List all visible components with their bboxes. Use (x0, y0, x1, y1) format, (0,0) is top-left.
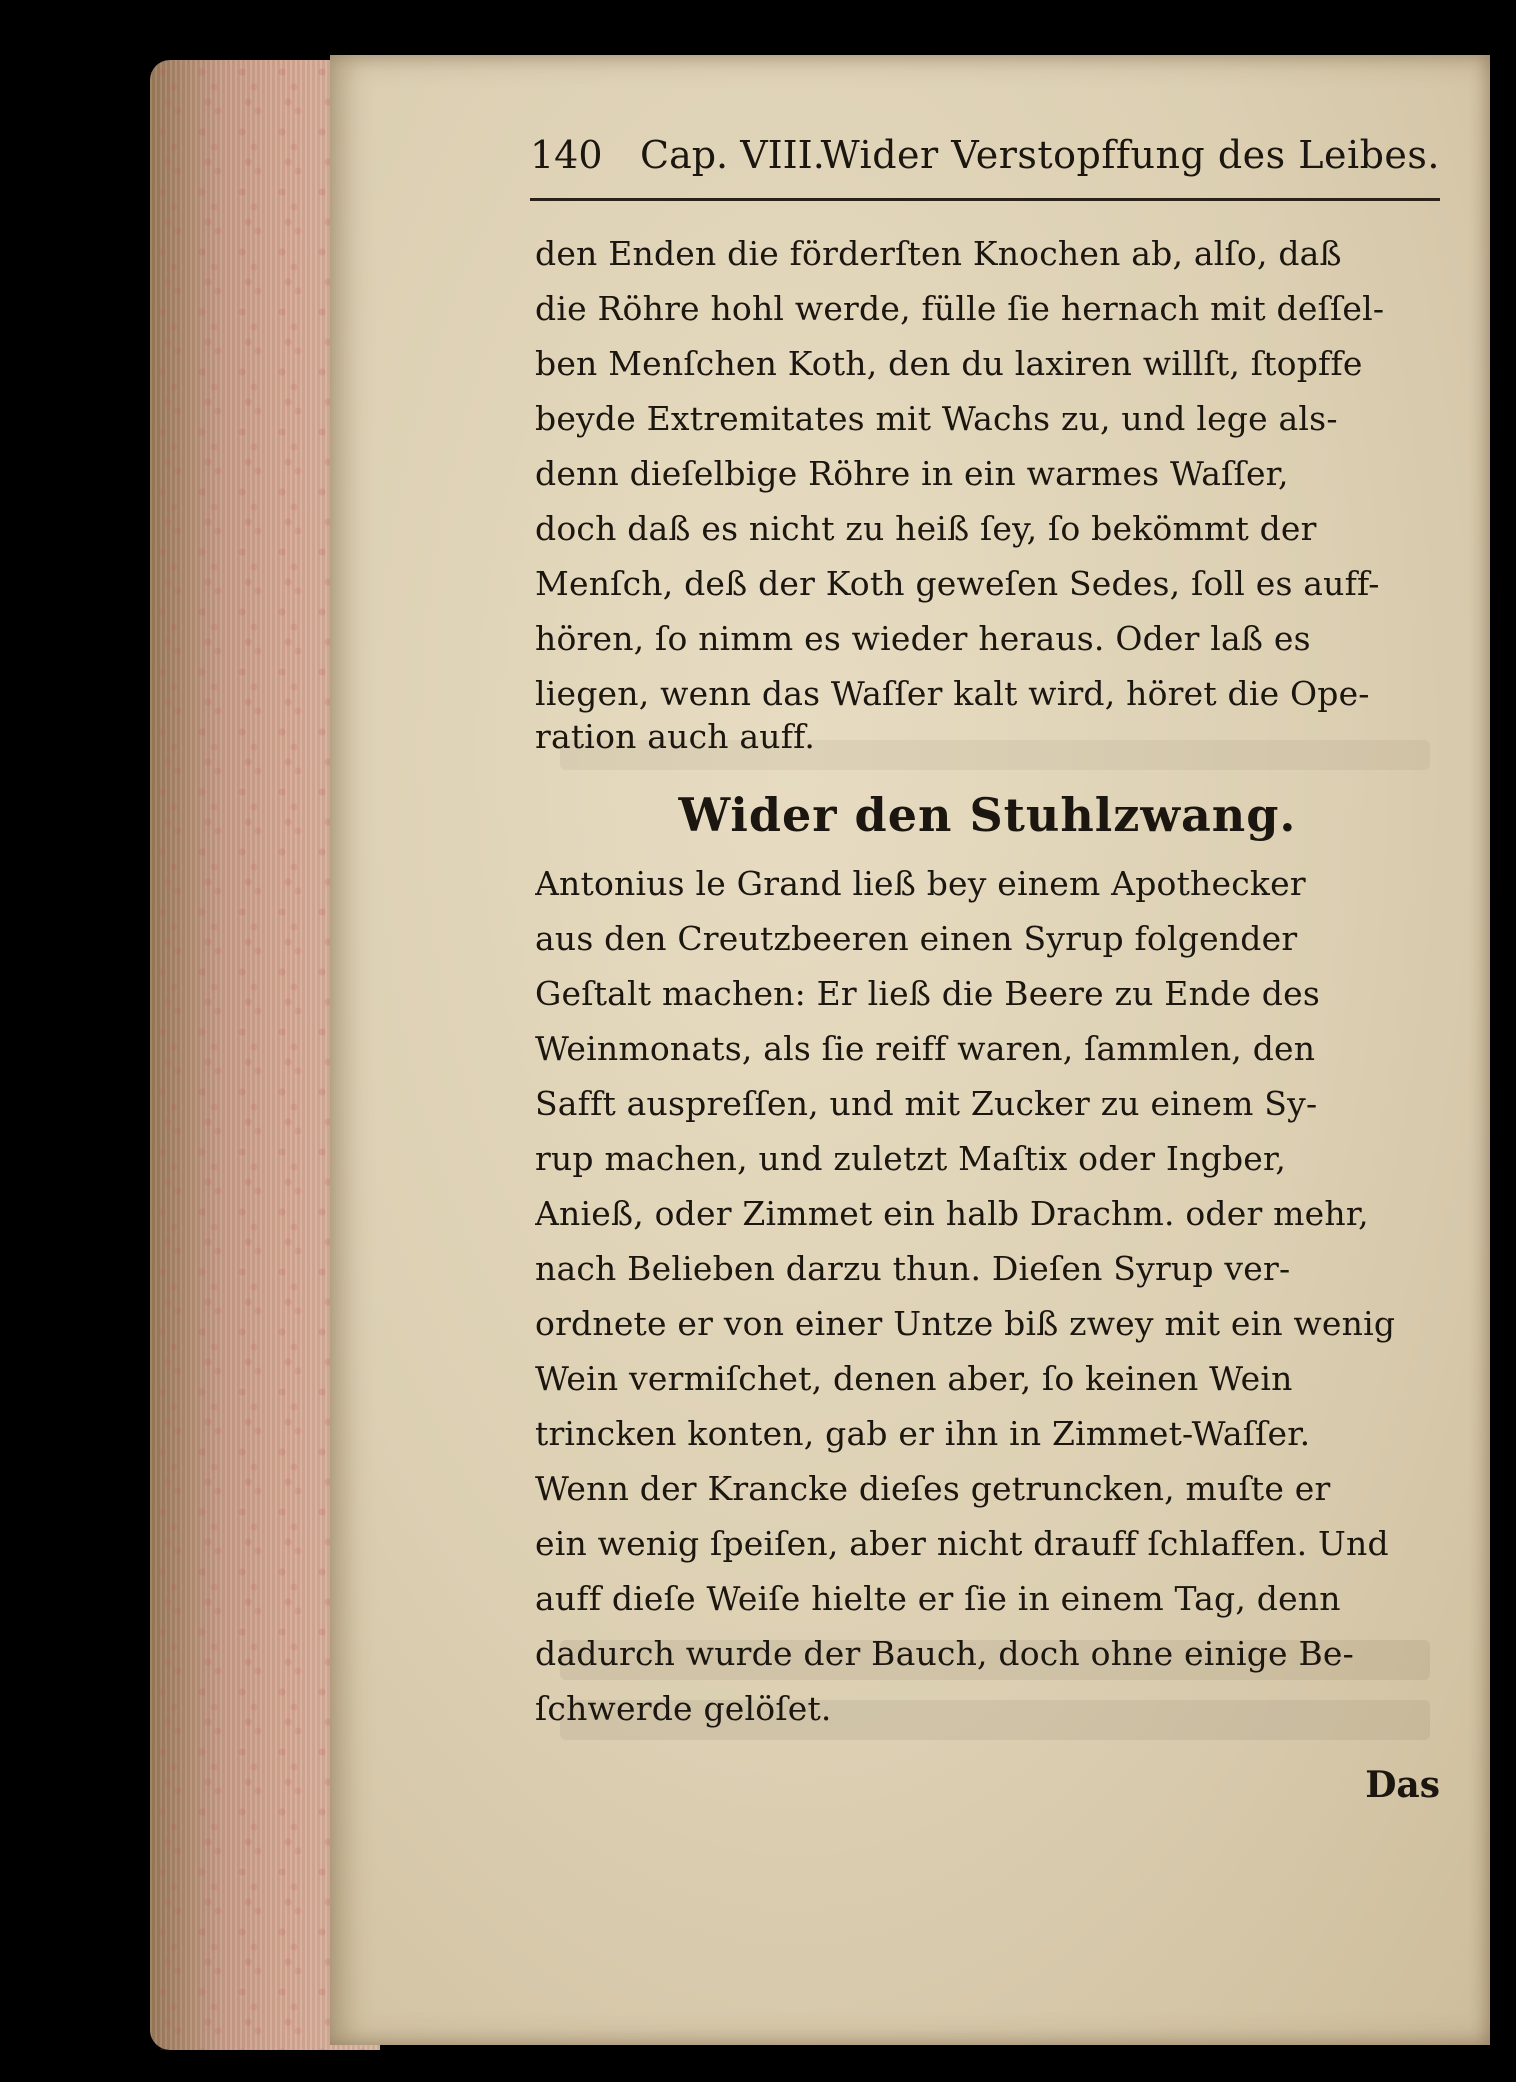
body-line: doch daß es nicht zu heiß ſey, ſo bekömmt der (535, 509, 1317, 548)
section-line: nach Belieben darzu thun. Dieſen Syrup ver- (535, 1249, 1291, 1288)
body-line: liegen, wenn das Waſſer kalt wird, höret die Ope- (535, 674, 1370, 713)
body-line: denn dieſelbige Röhre in ein warmes Waſſer, (535, 454, 1289, 493)
section-line: trincken konten, gab er ihn in Zimmet-Waſſer. (535, 1414, 1311, 1453)
section-line: Wenn der Krancke dieſes getruncken, muſte er (535, 1469, 1331, 1508)
section-line: ordnete er von einer Untze biß zwey mit ein wenig (535, 1304, 1396, 1343)
section-line: Wein vermiſchet, denen aber, ſo keinen Wein (535, 1359, 1293, 1398)
section-line: aus den Creutzbeeren einen Syrup folgender (535, 919, 1298, 958)
section-line: Weinmonats, als ſie reiff waren, ſammlen, den (535, 1029, 1316, 1068)
section-line: auff dieſe Weiſe hielte er ſie in einem Tag, denn (535, 1579, 1341, 1618)
body-line: Menſch, deß der Koth geweſen Sedes, ſoll es auff- (535, 564, 1380, 603)
page-header (530, 130, 1440, 180)
section-line: Safft auspreſſen, und mit Zucker zu einem Sy- (535, 1084, 1318, 1123)
section-line: dadurch wurde der Bauch, doch ohne einige Be- (535, 1634, 1354, 1673)
section-line: ein wenig ſpeiſen, aber nicht drauff ſchlaffen. Und (535, 1524, 1389, 1563)
section-line: Anieß, oder Zimmet ein halb Drachm. oder mehr, (535, 1194, 1369, 1233)
header-rule (530, 198, 1440, 201)
section-line: Antonius le Grand ließ bey einem Apothecker (535, 864, 1306, 903)
body-line: ben Menſchen Koth, den du laxiren willſt, ſtopffe (535, 344, 1363, 383)
catchword: Das (1365, 1764, 1440, 1806)
running-title: Wider Verstopffung des Leibes. (820, 133, 1440, 177)
section-line: Geſtalt machen: Er ließ die Beere zu Ende des (535, 974, 1320, 1013)
page-number: 140 (530, 133, 603, 177)
body-line: ration auch auff. (535, 717, 816, 756)
section-line: rup machen, und zuletzt Maſtix oder Ingber, (535, 1139, 1287, 1178)
body-line: hören, ſo nimm es wieder heraus. Oder laß es (535, 619, 1311, 658)
body-line: beyde Extremitates mit Wachs zu, und lege als- (535, 399, 1338, 438)
chapter-label: Cap. VIII. (640, 133, 825, 177)
body-line: den Enden die förderſten Knochen ab, alſo, daß (535, 234, 1342, 273)
section-heading: Wider den Stuhlzwang. (678, 788, 1297, 842)
body-line: die Röhre hohl werde, fülle ſie hernach mit deſſel- (535, 289, 1385, 328)
section-line: ſchwerde gelöſet. (535, 1689, 832, 1728)
